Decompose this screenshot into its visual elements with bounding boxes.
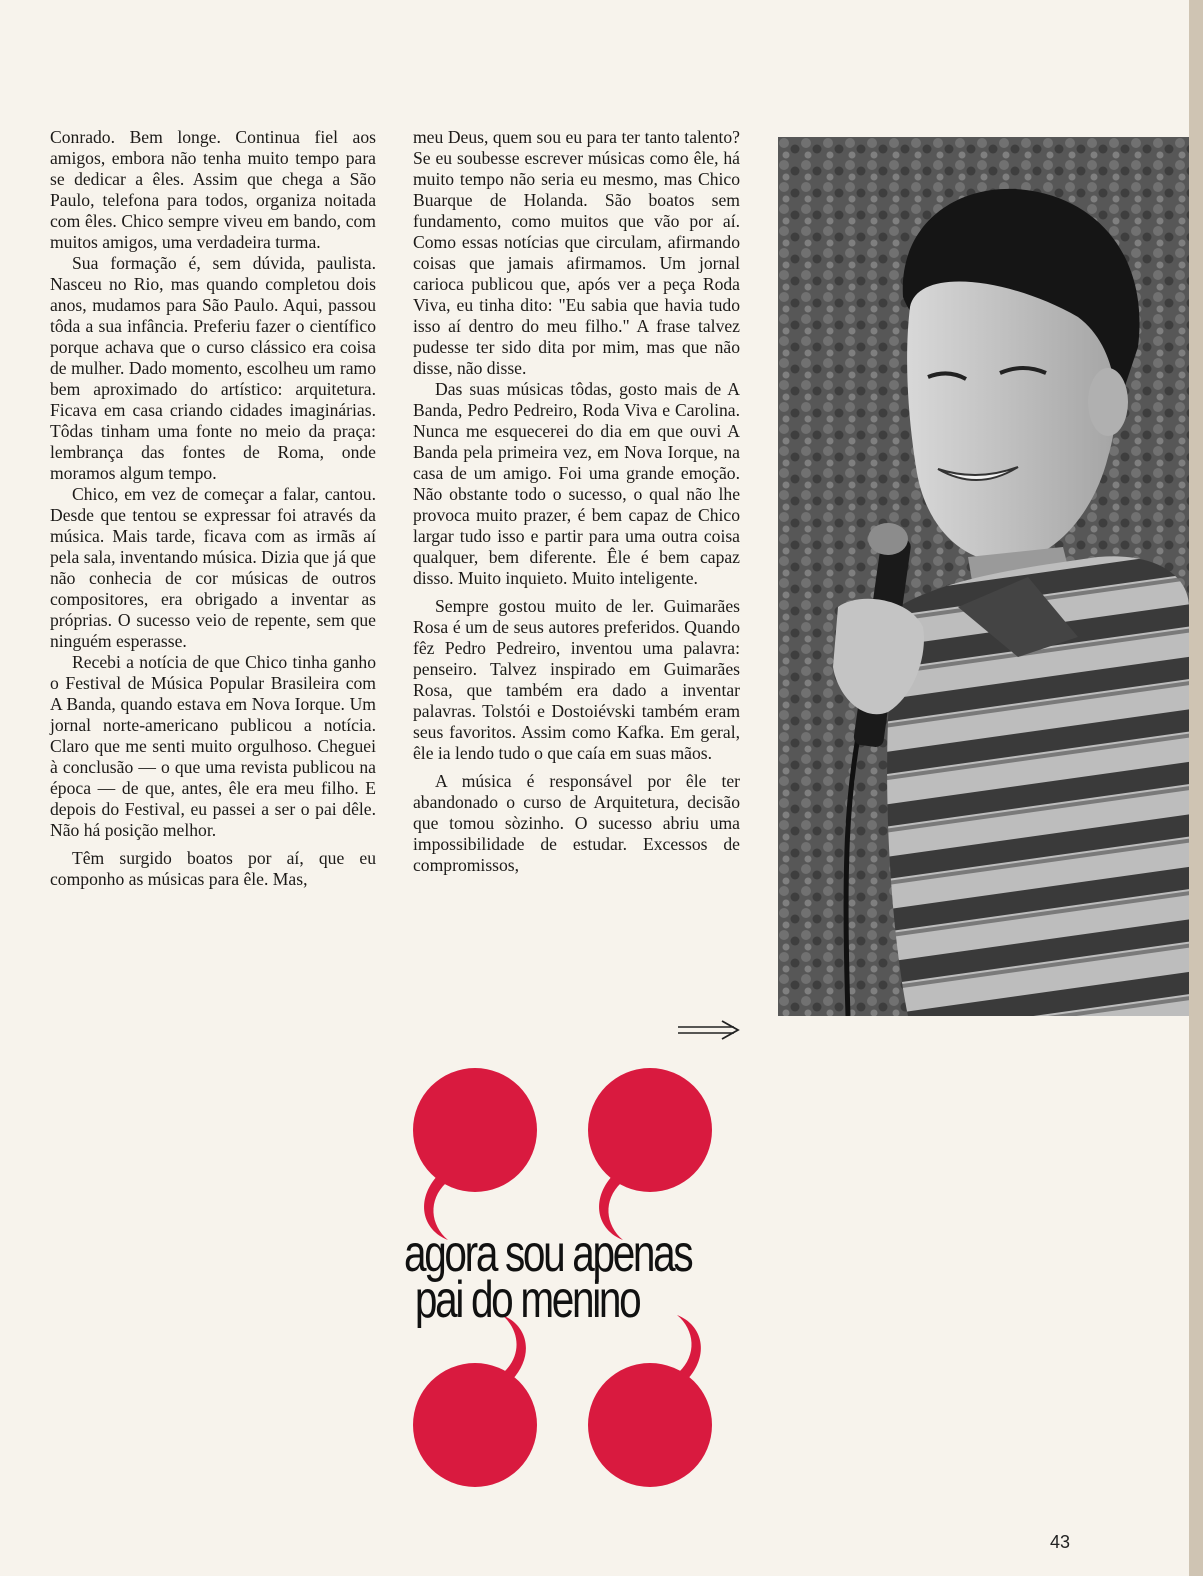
article-column-left bbox=[50, 127, 376, 890]
page-number: 43 bbox=[1050, 1532, 1071, 1552]
pull-quote bbox=[404, 1225, 692, 1329]
page-edge bbox=[1189, 0, 1203, 1576]
paragraph: Sempre gostou muito de ler. Guimarães Rosa é um de seus autores preferidos. Quando fêz Pedro Pedreiro, inventou uma palavra: penseiro. Talvez inspirado em Guimarães Rosa, que também era dado a inventar palavras. Tolstói e Dostoiévski também eram seus favoritos. Assim como Kafka. Em geral, êle ia lendo tudo o que caía em suas mãos. bbox=[413, 596, 740, 763]
paragraph: Conrado. Bem longe. Continua fiel aos amigos, embora não tenha muito tempo para se dedicar a êles. Assim que chega a São Paulo, telefona para todos, organiza noitada com êles. Chico sempre viveu em bando, com muitos amigos, uma verdadeira turma. bbox=[50, 127, 376, 252]
paragraph: Têm surgido boatos por aí, que eu componho as músicas para êle. Mas, bbox=[50, 848, 376, 889]
paragraph: Das suas músicas tôdas, gosto mais de A Banda, Pedro Pedreiro, Roda Viva e Carolina. Nunca me esquecerei do dia em que ouvi A Banda pela primeira vez, em Nova Iorque, na casa de um amigo. Foi uma grande emoção. Não obstante todo o sucesso, o qual não lhe provoca muito prazer, é bem capaz de Chico largar tudo isso e partir para uma outra coisa qualquer, bem diferente. Êle é bem capaz disso. Muito inquieto. Muito inteligente. bbox=[413, 379, 740, 588]
article-column-middle bbox=[413, 127, 740, 876]
paragraph: Chico, em vez de começar a falar, cantou. Desde que tentou se expressar foi através da música. Mais tarde, ficava com as irmãs aí pela sala, inventando música. Dizia que já que não conhecia de cor músicas de outros compositores, era obrigado a inventar as próprias. O sucesso veio de repente, sem que ninguém esperasse. bbox=[50, 484, 376, 651]
photo-singer-with-microphone bbox=[778, 137, 1189, 1016]
pull-quote-line: pai do menino bbox=[414, 1271, 640, 1329]
paragraph: Recebi a notícia de que Chico tinha ganho o Festival de Música Popular Brasileira com A Banda, quando estava em Nova Iorque. Um jornal norte-americano publicou a notícia. Claro que me senti muito orgulhoso. Cheguei à conclusão — o que uma revista publicou na época — de que, antes, êle era meu filho. E depois do Festival, eu passei a ser o pai dêle. Não há posição melhor. bbox=[50, 652, 376, 840]
double-arrow-right-icon bbox=[676, 1019, 740, 1041]
closing-quote-icon bbox=[413, 1315, 712, 1487]
pull-quote-line: agora sou apenas bbox=[404, 1225, 692, 1283]
paragraph: Sua formação é, sem dúvida, paulista. Nasceu no Rio, mas quando completou dois anos, mudamos para São Paulo. Aqui, passou tôda a sua infância. Preferiu fazer o científico porque achava que o curso clássico era coisa de mulher. Dado momento, escolheu um ramo bem aproximado do artístico: arquitetura. Ficava em casa criando cidades imaginárias. Tôdas tinham uma fonte no meio da praça: lembrança das fontes de Roma, onde moramos algum tempo. bbox=[50, 253, 376, 483]
opening-quote-icon bbox=[413, 1068, 712, 1240]
paragraph: A música é responsável por êle ter abandonado o curso de Arquitetura, decisão que tomou sòzinho. O sucesso abriu uma impossibilidade de estudar. Excessos de compromissos, bbox=[413, 771, 740, 875]
paragraph: meu Deus, quem sou eu para ter tanto talento? Se eu soubesse escrever músicas como êle, há muito tempo não seria eu mesmo, mas Chico Buarque de Holanda. São boatos sem fundamento, como muitos que vão por aí. Como essas notícias que circulam, afirmando coisas que jamais afirmamos. Um jornal carioca publicou que, após ver a peça Roda Viva, eu tinha dito: "Eu sabia que havia tudo isso aí dentro do meu filho." A frase talvez pudesse ter sido dita por mim, mas que não disse, não disse. bbox=[413, 127, 740, 378]
